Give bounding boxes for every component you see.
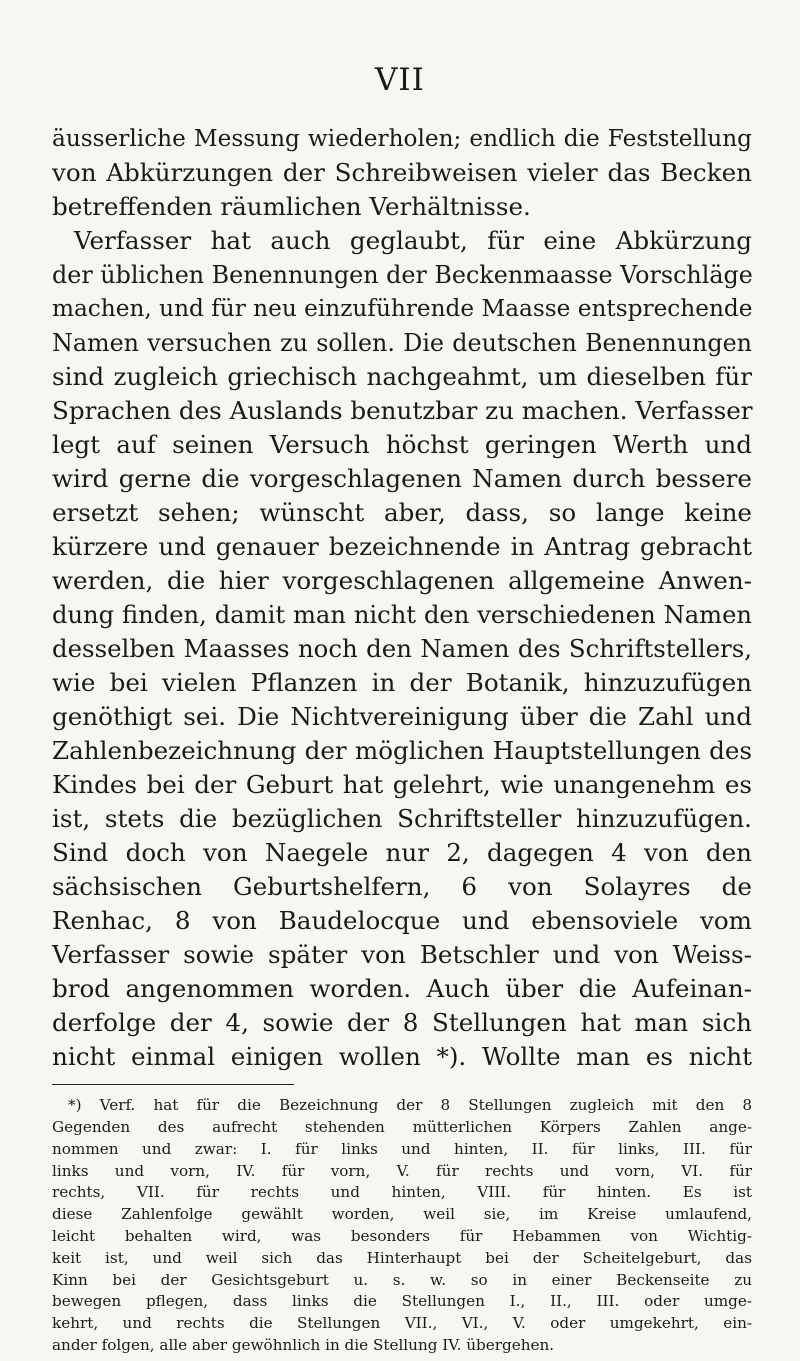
footnote-rule: [52, 1084, 294, 1085]
text-line: desselben Maasses noch den Namen des Schriftstellers,: [52, 634, 752, 663]
text-line: Zahlenbezeichnung der möglichen Hauptstellungen des: [52, 736, 752, 765]
text-line: der üblichen Benennungen der Beckenmaasse Vorschläge: [52, 261, 753, 289]
text-line: machen, und für neu einzuführende Maasse entsprechende: [52, 295, 753, 322]
footnote-line: leicht behalten wird, was besonders für Hebammen von Wichtig-: [52, 1226, 752, 1245]
footnote-line: nommen und zwar: I. für links und hinten, II. für links, III. für: [52, 1139, 752, 1158]
text-line: wie bei vielen Pflanzen in der Botanik, hinzuzufügen: [52, 668, 752, 697]
footnote-line: bewegen pflegen, dass links die Stellungen I., II., III. oder umge-: [52, 1292, 752, 1311]
text-line: brod angenommen worden. Auch über die Aufeinan-: [52, 974, 752, 1003]
text-line: derfolge der 4, sowie der 8 Stellungen hat man sich: [52, 1008, 752, 1037]
footnote-line: kehrt, und rechts die Stellungen VII., VI., V. oder umgekehrt, ein-: [52, 1314, 752, 1333]
footnote-line: Gegenden des aufrecht stehenden mütterlichen Körpers Zahlen ange-: [52, 1117, 752, 1136]
text-line: dung finden, damit man nicht den verschiedenen Namen: [52, 601, 752, 629]
footnote-line: links und vorn, IV. für vorn, V. für rechts und vorn, VI. für: [52, 1161, 752, 1180]
text-line: Renhac, 8 von Baudelocque und ebensoviele vom: [52, 906, 752, 935]
text-line: nicht einmal einigen wollen *). Wollte man es nicht: [52, 1042, 752, 1071]
page-number: VII: [375, 62, 425, 98]
text-line: Verfasser hat auch geglaubt, für eine Abkürzung: [74, 226, 752, 255]
text-line: ersetzt sehen; wünscht aber, dass, so lange keine: [52, 498, 752, 527]
footnote-line: *) Verf. hat für die Bezeichnung der 8 Stellungen zugleich mit den 8: [68, 1096, 752, 1114]
text-line: betreffenden räumlichen Verhältnisse.: [52, 192, 531, 221]
footnote-line: diese Zahlenfolge gewählt worden, weil sie, im Kreise umlaufend,: [52, 1205, 752, 1224]
text-line: Sprachen des Auslands benutzbar zu machen. Verfasser: [52, 396, 753, 425]
text-line: Namen versuchen zu sollen. Die deutschen Benennungen: [52, 329, 752, 357]
text-line: wird gerne die vorgeschlagenen Namen durch bessere: [52, 464, 752, 493]
text-line: Sind doch von Naegele nur 2, dagegen 4 von den: [52, 838, 752, 867]
text-line: sächsischen Geburtshelfern, 6 von Solayres de: [52, 872, 752, 901]
text-line: Verfasser sowie später von Betschler und von Weiss-: [52, 940, 752, 969]
text-line: legt auf seinen Versuch höchst geringen Werth und: [52, 430, 752, 459]
footnote-line: Kinn bei der Gesichtsgeburt u. s. w. so in einer Beckenseite zu: [52, 1270, 752, 1289]
text-line: äusserliche Messung wiederholen; endlich die Feststellung: [52, 125, 752, 152]
footnote-line: ander folgen, alle aber gewöhnlich in die Stellung IV. übergehen.: [52, 1336, 555, 1354]
text-line: ist, stets die bezüglichen Schriftsteller hinzuzufügen.: [52, 804, 752, 833]
text-line: Kindes bei der Geburt hat gelehrt, wie unangenehm es: [52, 770, 752, 799]
text-line: werden, die hier vorgeschlagenen allgemeine Anwen-: [52, 566, 752, 595]
footnote-line: keit ist, und weil sich das Hinterhaupt bei der Scheitelgeburt, das: [52, 1248, 752, 1267]
text-line: kürzere und genauer bezeichnende in Antrag gebracht: [52, 532, 752, 561]
text-line: von Abkürzungen der Schreibweisen vieler das Becken: [52, 158, 752, 187]
text-line: sind zugleich griechisch nachgeahmt, um dieselben für: [52, 362, 752, 391]
footnote-line: rechts, VII. für rechts und hinten, VIII. für hinten. Es ist: [52, 1183, 752, 1202]
text-line: genöthigt sei. Die Nichtvereinigung über die Zahl und: [52, 702, 752, 731]
